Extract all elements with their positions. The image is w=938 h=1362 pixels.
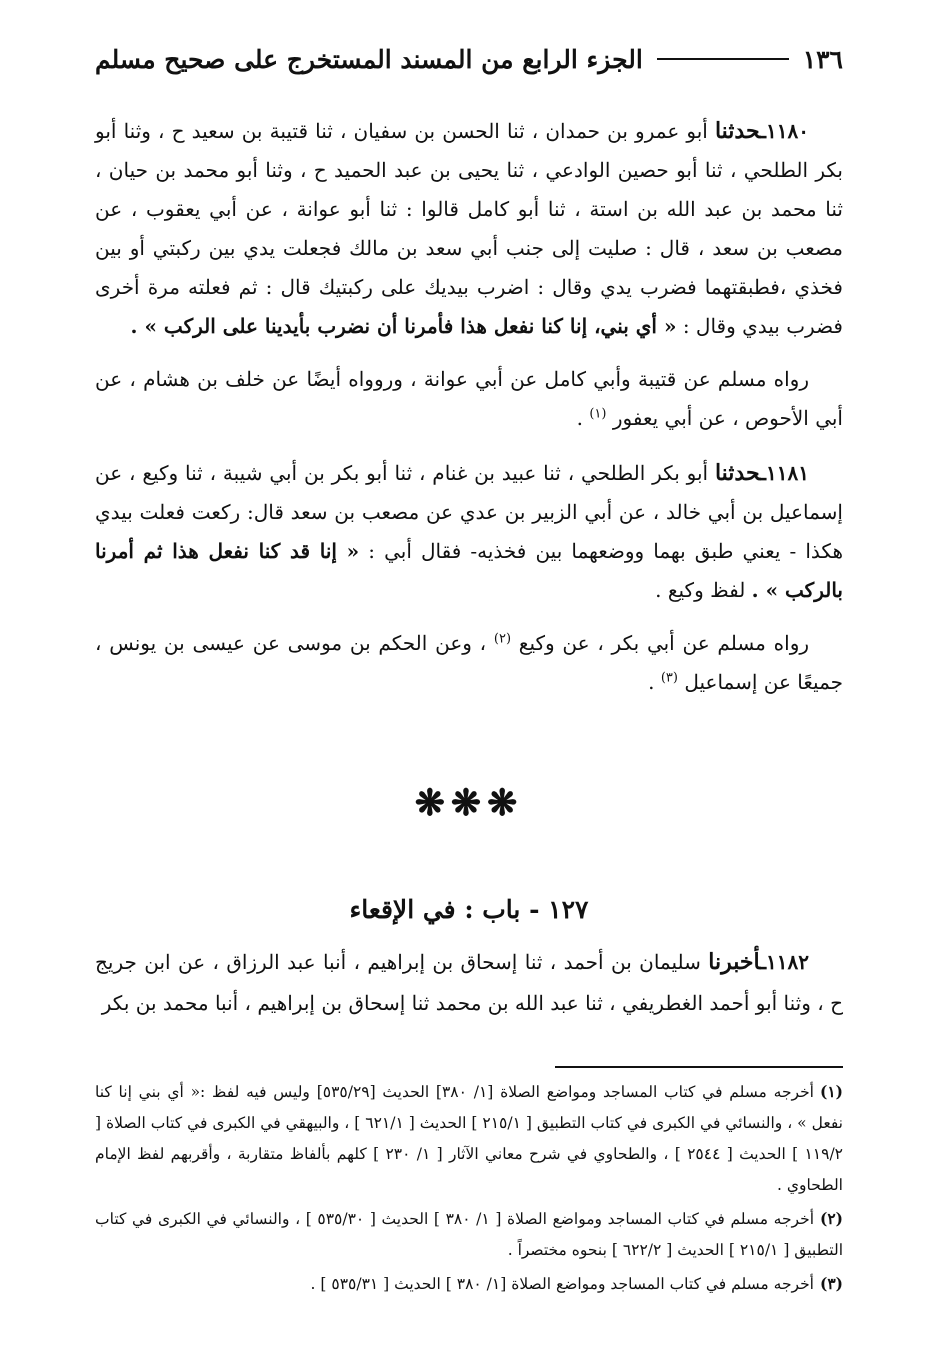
footnotes: [95, 1076, 843, 1302]
footnote-divider: [555, 1066, 843, 1068]
running-title: الجزء الرابع من المسند المستخرج على صحيح مسلم: [95, 44, 643, 74]
narration-text: رواه مسلم عن أبي بكر ، عن وكيع: [518, 631, 810, 655]
footnote-1: [95, 1076, 843, 1201]
hadith-1182: [95, 942, 843, 1024]
narration-note-1: [95, 360, 843, 438]
footnote-number: (٢): [820, 1209, 844, 1228]
footnote-number: (٣): [819, 1274, 843, 1293]
footnote-ref-3[interactable]: (٣): [660, 670, 678, 686]
wording-note: لفظ وكيع .: [655, 578, 746, 602]
hadith-number: ١١٨٢ـ: [760, 950, 810, 974]
transmission-keyword: حدثنا: [714, 460, 761, 486]
hadith-number: ١١٨٠ـ: [760, 119, 809, 143]
footnote-ref-1[interactable]: (١): [589, 406, 607, 422]
isnad-text: سليمان بن أحمد ، ثنا إسحاق بن إبراهيم ، أنبا عبد الرزاق ، عن ابن جريج ح ، وثنا أبو أحمد الغطريفي ، ثنا عبد الله بن محمد ثنا إسحاق بن إبراهيم ، أنبا محمد بن بكر: [95, 950, 843, 1015]
hadith-quote: « أي بني، إنا كنا نفعل هذا فأمرنا أن نضرب بأيدينا على الركب » .: [130, 314, 677, 338]
narration-end: .: [648, 670, 655, 694]
footnote-text: أخرجه مسلم في كتاب المساجد ومواضع الصلاة [١/ ٣٨٠] الحديث [٥٣٥/٢٩] وليس فيه لفظ :« أي بني إنا كنا نفعل » ، والنسائي في الكبرى في كتاب التطبيق [ ٢١٥/١ ] الحديث [ ٦٢١/١ ] ، والبيهقي في الكبرى في كتاب الصلاة [ ١١٩/٢ ] الحديث [ ٢٥٤٤ ] ، والطحاوي في شرح معاني الآثار [ ١/ ٢٣٠ ] كلهم بألفاظ متقاربة ، وأقربهم لفظ الإمام الطحاوي .: [95, 1083, 843, 1194]
footnote-2: [95, 1203, 843, 1266]
hadith-quote: « إنا قد كنا نفعل هذا ثم أمرنا بالركب » .: [95, 539, 843, 602]
narration-note-2: [95, 624, 843, 702]
narration-text: ، وعن الحكم بن موسى عن عيسى بن يونس ، جميعًا عن إسماعيل: [95, 631, 843, 694]
footnote-text: أخرجه مسلم في كتاب المساجد ومواضع الصلاة [١/ ٣٨٠ ] الحديث [ ٥٣٥/٣١ ] .: [310, 1275, 814, 1293]
main-text: [95, 112, 843, 718]
transmission-keyword: حدثنا: [714, 118, 761, 144]
hadith-1180: [95, 112, 843, 346]
footnote-number: (١): [819, 1082, 843, 1101]
footnote-3: [95, 1268, 843, 1300]
isnad-text: أبو عمرو بن حمدان ، ثنا الحسن بن سفيان ، ثنا قتيبة بن سعيد ح ، وثنا أبو بكر الطلحي ، ثنا أبو حصين الوادعي ، ثنا يحيى بن عبد الحميد ح ، وثنا أبو محمد بن حيان ، ثنا محمد بن عبد الله بن استة ، ثنا أبو كامل قالوا : ثنا أبو عوانة ، عن أبي يعقوب ، عن مصعب بن سعد ، قال : صليت إلى جنب أبي سعد بن مالك فجعلت يدي بين ركبتي أو بين فخذي ،فطبقتهما فضرب يدي وقال : اضرب بيديك على ركبتيك قال : ثم فعلته مرة أخرى فضرب بيدي وقال :: [95, 119, 844, 338]
hadith-1181: [95, 454, 843, 610]
footnote-text: أخرجه مسلم في كتاب المساجد ومواضع الصلاة [ ١/ ٣٨٠ ] الحديث [ ٥٣٥/٣٠ ] ، والنسائي في الكبرى في كتاب التطبيق [ ٢١٥/١ ] الحديث [ ٦٢٢/٢ ] بنحوه مختصراً .: [95, 1210, 843, 1259]
isnad-text: أبو بكر الطلحي ، ثنا عبيد بن غنام ، ثنا أبو بكر بن أبي شيبة ، ثنا وكيع ، عن إسماعيل بن أبي خالد ، عن أبي الزبير بن عدي عن مصعب بن سعد قال: ركعت فعلت بيدي هكذا - يعني طبق بهما ووضعهما بين فخذيه- فقال أبي :: [95, 461, 843, 563]
section-separator-ornament: ❋❋❋: [414, 782, 524, 824]
chapter-title: ١٢٧ - باب : في الإقعاء: [349, 895, 589, 924]
page-number: ١٣٦: [802, 44, 843, 74]
narration-text: رواه مسلم عن قتيبة وأبي كامل عن أبي عوانة ، وروواه أيضًا عن خلف بن هشام ، عن أبي الأحوص ، عن أبي يعفور: [95, 367, 843, 430]
narration-end: .: [576, 406, 583, 430]
main-text-continued: [95, 942, 843, 1038]
transmission-keyword: أخبرنا: [708, 949, 761, 975]
header-rule: [657, 58, 789, 60]
footnote-ref-2[interactable]: (٢): [493, 631, 512, 647]
running-header: [95, 42, 843, 76]
hadith-number: ١١٨١ـ: [760, 461, 809, 485]
